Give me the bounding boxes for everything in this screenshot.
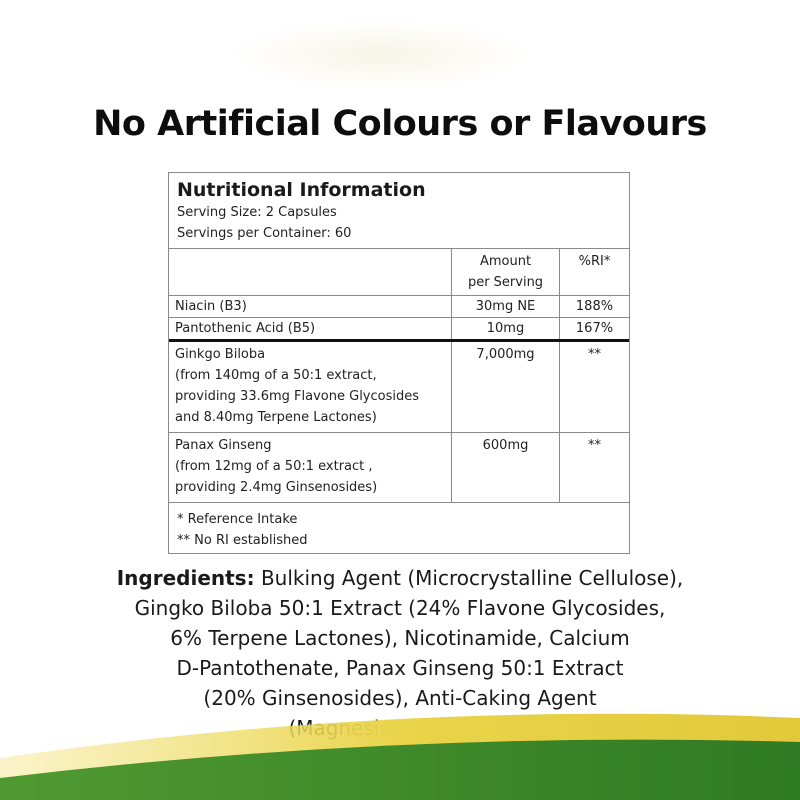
- decorative-swoosh: [0, 690, 800, 800]
- footnote: * Reference Intake: [177, 512, 298, 527]
- serving-size: Serving Size: 2 Capsules: [177, 205, 337, 220]
- ingredients-line-text: Bulking Agent (Microcrystalline Cellulose),: [254, 566, 684, 590]
- table-row: [169, 342, 629, 433]
- nutrition-title: Nutritional Information: [177, 179, 426, 201]
- nutrient-name-line: Panax Ginseng: [175, 438, 272, 453]
- column-header-nutrient: [169, 249, 452, 295]
- table-row: [169, 296, 629, 318]
- nutrient-name: Pantothenic Acid (B5): [169, 318, 452, 339]
- nutrient-amount: 30mg NE: [452, 296, 560, 317]
- nutrient-name-line: and 8.40mg Terpene Lactones): [175, 410, 377, 425]
- nutrient-amount: 7,000mg: [452, 342, 560, 432]
- nutrient-ri: **: [588, 438, 601, 453]
- column-header-ri: %RI*: [578, 254, 611, 269]
- ingredients-line: (20% Ginsenosides), Anti-Caking Agent: [203, 686, 597, 710]
- ingredients-line: [20, 563, 780, 593]
- nutrient-name-line: (from 140mg of a 50:1 extract,: [175, 368, 377, 383]
- nutrient-name: Niacin (B3): [169, 296, 452, 317]
- top-glow: [230, 20, 530, 90]
- column-header-amount-line1: Amount: [479, 254, 532, 269]
- column-header-row: [169, 249, 629, 296]
- nutrient-name: [169, 342, 452, 432]
- column-header-amount-line2: per Serving: [467, 275, 544, 290]
- ingredients-line: D-Pantothenate, Panax Ginseng 50:1 Extract: [176, 656, 624, 680]
- ingredients-label: Ingredients:: [116, 566, 255, 590]
- nutrient-ri: **: [588, 347, 601, 362]
- footnote: ** No RI established: [177, 533, 308, 548]
- nutrient-amount: 600mg: [452, 433, 560, 502]
- ingredients-line: 6% Terpene Lactones), Nicotinamide, Calcium: [170, 626, 630, 650]
- table-row: [169, 433, 629, 503]
- headline: No Artificial Colours or Flavours: [93, 104, 707, 144]
- table-footnotes: [169, 503, 629, 553]
- nutrient-amount: 10mg: [452, 318, 560, 339]
- servings-per-container: Servings per Container: 60: [177, 226, 352, 241]
- table-row: [169, 318, 629, 342]
- nutrient-name-line: Ginkgo Biloba: [175, 347, 266, 362]
- nutrition-table-header: [169, 173, 629, 249]
- nutrition-table: [168, 172, 630, 554]
- ingredients-line: Gingko Biloba 50:1 Extract (24% Flavone Glycosides,: [134, 596, 666, 620]
- nutrient-name: [169, 433, 452, 502]
- nutrient-name-line: (from 12mg of a 50:1 extract ,: [175, 459, 373, 474]
- nutrient-ri: 188%: [575, 299, 614, 314]
- nutrient-name-line: providing 2.4mg Ginsenosides): [175, 480, 378, 495]
- nutrient-name-line: providing 33.6mg Flavone Glycosides: [175, 389, 420, 404]
- column-header-amount: [452, 249, 560, 295]
- nutrient-ri: 167%: [575, 321, 614, 336]
